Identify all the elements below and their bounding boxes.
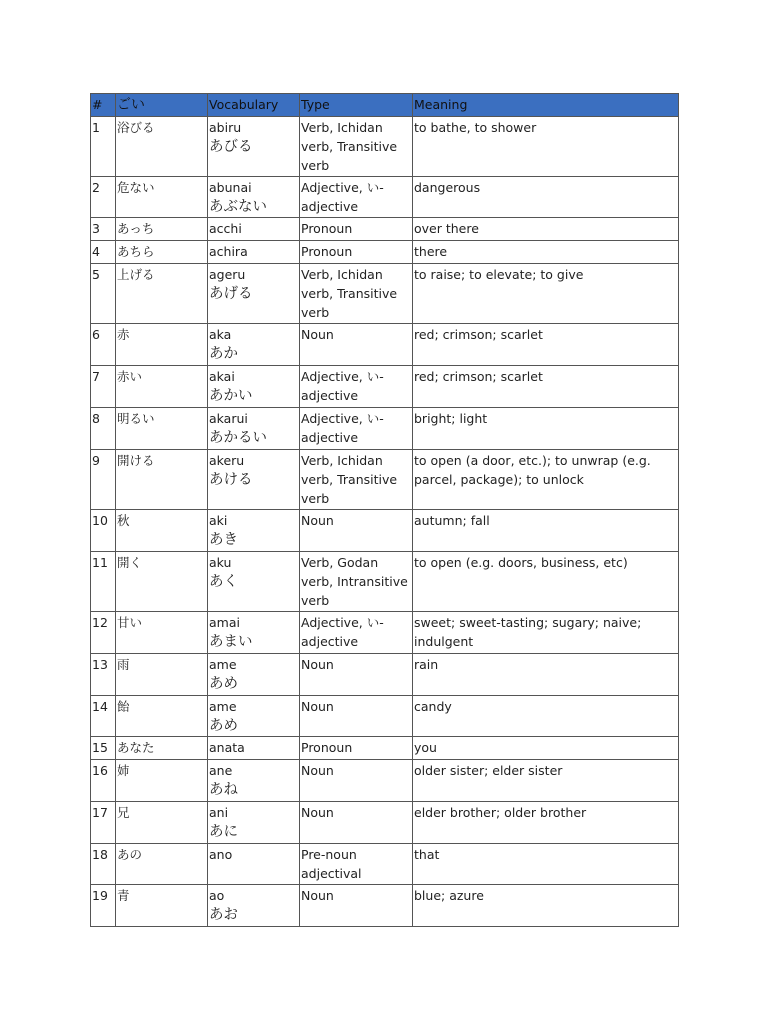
table-row — [91, 450, 679, 510]
meaning-cell: elder brother; older brother — [413, 802, 679, 844]
type-cell: Noun — [300, 696, 413, 737]
type-cell: Noun — [300, 885, 413, 927]
meaning-cell: to bathe, to shower — [413, 117, 679, 177]
type-cell: Pronoun — [300, 241, 413, 264]
row-number: 17 — [91, 802, 116, 844]
type-cell: Verb, Ichidan verb, Transitive verb — [300, 264, 413, 324]
vocabulary-cell — [208, 117, 300, 177]
kana-text: あまい — [209, 634, 253, 650]
kana-text: あめ — [209, 676, 238, 692]
header-num: # — [91, 94, 116, 117]
table-header — [91, 94, 679, 117]
goi-cell: 雨 — [116, 654, 208, 696]
table-row — [91, 737, 679, 760]
table-row — [91, 177, 679, 218]
row-number: 2 — [91, 177, 116, 218]
row-number: 1 — [91, 117, 116, 177]
vocabulary-cell — [208, 737, 300, 760]
romaji-text: ani — [209, 805, 229, 820]
meaning-cell: sweet; sweet-tasting; sugary; naive; indulgent — [413, 612, 679, 654]
kana-text: あける — [209, 472, 253, 488]
goi-cell: あの — [116, 844, 208, 885]
goi-cell: 甘い — [116, 612, 208, 654]
romaji-text: ane — [209, 763, 233, 778]
table-row — [91, 844, 679, 885]
kana-text: あき — [209, 532, 238, 548]
vocabulary-cell — [208, 366, 300, 408]
table-row — [91, 802, 679, 844]
type-cell: Verb, Ichidan verb, Transitive verb — [300, 450, 413, 510]
row-number: 14 — [91, 696, 116, 737]
goi-cell: あちら — [116, 241, 208, 264]
row-number: 6 — [91, 324, 116, 366]
header-vocabulary: Vocabulary — [208, 94, 300, 117]
row-number: 7 — [91, 366, 116, 408]
vocabulary-cell — [208, 654, 300, 696]
row-number: 16 — [91, 760, 116, 802]
kana-text: あね — [209, 782, 238, 798]
meaning-cell: over there — [413, 218, 679, 241]
kana-text: あめ — [209, 718, 238, 734]
table-row — [91, 654, 679, 696]
row-number: 13 — [91, 654, 116, 696]
kana-text: あに — [209, 824, 238, 840]
type-cell: Pre-noun adjectival — [300, 844, 413, 885]
goi-cell: 上げる — [116, 264, 208, 324]
row-number: 15 — [91, 737, 116, 760]
romaji-text: akeru — [209, 453, 245, 468]
type-cell: Noun — [300, 324, 413, 366]
romaji-text: ano — [209, 847, 233, 862]
table-row — [91, 696, 679, 737]
vocabulary-cell — [208, 885, 300, 927]
romaji-text: abiru — [209, 120, 242, 135]
row-number: 18 — [91, 844, 116, 885]
vocabulary-cell — [208, 552, 300, 612]
goi-cell: 飴 — [116, 696, 208, 737]
kana-text: あく — [209, 574, 238, 590]
type-cell: Adjective, い-adjective — [300, 408, 413, 450]
kana-text: あかるい — [209, 430, 267, 446]
vocabulary-cell — [208, 802, 300, 844]
goi-cell: あなた — [116, 737, 208, 760]
meaning-cell: to raise; to elevate; to give — [413, 264, 679, 324]
meaning-cell: to open (e.g. doors, business, etc) — [413, 552, 679, 612]
romaji-text: aki — [209, 513, 228, 528]
table-row — [91, 264, 679, 324]
kana-text: あか — [209, 346, 238, 362]
goi-cell: 青 — [116, 885, 208, 927]
type-cell: Noun — [300, 654, 413, 696]
vocabulary-cell — [208, 324, 300, 366]
goi-cell: 開ける — [116, 450, 208, 510]
table-row — [91, 612, 679, 654]
type-cell: Noun — [300, 802, 413, 844]
goi-cell: 危ない — [116, 177, 208, 218]
type-cell: Noun — [300, 760, 413, 802]
row-number: 12 — [91, 612, 116, 654]
type-cell: Noun — [300, 510, 413, 552]
type-cell: Verb, Godan verb, Intransitive verb — [300, 552, 413, 612]
romaji-text: ageru — [209, 267, 246, 282]
goi-cell: 浴びる — [116, 117, 208, 177]
row-number: 9 — [91, 450, 116, 510]
table-row — [91, 552, 679, 612]
romaji-text: amai — [209, 615, 240, 630]
kana-text: あかい — [209, 388, 253, 404]
meaning-cell: candy — [413, 696, 679, 737]
romaji-text: ame — [209, 699, 237, 714]
romaji-text: abunai — [209, 180, 252, 195]
vocabulary-cell — [208, 408, 300, 450]
row-number: 4 — [91, 241, 116, 264]
table-row — [91, 408, 679, 450]
goi-cell: 開く — [116, 552, 208, 612]
header-type: Type — [300, 94, 413, 117]
table-row — [91, 324, 679, 366]
row-number: 5 — [91, 264, 116, 324]
table-row — [91, 241, 679, 264]
row-number: 3 — [91, 218, 116, 241]
meaning-cell: blue; azure — [413, 885, 679, 927]
vocabulary-cell — [208, 844, 300, 885]
vocabulary-cell — [208, 264, 300, 324]
type-cell: Pronoun — [300, 737, 413, 760]
row-number: 11 — [91, 552, 116, 612]
vocabulary-cell — [208, 218, 300, 241]
romaji-text: aka — [209, 327, 232, 342]
table-row — [91, 366, 679, 408]
table-row — [91, 885, 679, 927]
romaji-text: ame — [209, 657, 237, 672]
kana-text: あげる — [209, 286, 253, 302]
goi-cell: 明るい — [116, 408, 208, 450]
type-cell: Adjective, い-adjective — [300, 612, 413, 654]
kana-text: あぶない — [209, 199, 267, 215]
vocabulary-cell — [208, 510, 300, 552]
table-body — [91, 117, 679, 927]
vocabulary-cell — [208, 241, 300, 264]
romaji-text: acchi — [209, 221, 242, 236]
table-row — [91, 117, 679, 177]
goi-cell: 姉 — [116, 760, 208, 802]
meaning-cell: dangerous — [413, 177, 679, 218]
header-meaning: Meaning — [413, 94, 679, 117]
goi-cell: 赤 — [116, 324, 208, 366]
meaning-cell: to open (a door, etc.); to unwrap (e.g. parcel, package); to unlock — [413, 450, 679, 510]
kana-text: あお — [209, 907, 238, 923]
header-goi: ごい — [116, 94, 208, 117]
romaji-text: akarui — [209, 411, 248, 426]
meaning-cell: red; crimson; scarlet — [413, 366, 679, 408]
row-number: 10 — [91, 510, 116, 552]
meaning-cell: bright; light — [413, 408, 679, 450]
meaning-cell: red; crimson; scarlet — [413, 324, 679, 366]
meaning-cell: you — [413, 737, 679, 760]
goi-cell: 赤い — [116, 366, 208, 408]
vocabulary-cell — [208, 450, 300, 510]
vocabulary-cell — [208, 760, 300, 802]
romaji-text: achira — [209, 244, 248, 259]
romaji-text: ao — [209, 888, 225, 903]
goi-cell: 秋 — [116, 510, 208, 552]
type-cell: Pronoun — [300, 218, 413, 241]
kana-text: あびる — [209, 139, 253, 155]
type-cell: Verb, Ichidan verb, Transitive verb — [300, 117, 413, 177]
vocabulary-cell — [208, 696, 300, 737]
table-row — [91, 760, 679, 802]
goi-cell: あっち — [116, 218, 208, 241]
meaning-cell: autumn; fall — [413, 510, 679, 552]
header-row — [91, 94, 679, 117]
vocabulary-cell — [208, 177, 300, 218]
vocabulary-table — [90, 93, 679, 927]
romaji-text: anata — [209, 740, 245, 755]
meaning-cell: that — [413, 844, 679, 885]
meaning-cell: there — [413, 241, 679, 264]
type-cell: Adjective, い-adjective — [300, 366, 413, 408]
meaning-cell: rain — [413, 654, 679, 696]
row-number: 19 — [91, 885, 116, 927]
romaji-text: akai — [209, 369, 235, 384]
goi-cell: 兄 — [116, 802, 208, 844]
romaji-text: aku — [209, 555, 232, 570]
row-number: 8 — [91, 408, 116, 450]
meaning-cell: older sister; elder sister — [413, 760, 679, 802]
vocabulary-cell — [208, 612, 300, 654]
table-row — [91, 510, 679, 552]
table-row — [91, 218, 679, 241]
type-cell: Adjective, い-adjective — [300, 177, 413, 218]
